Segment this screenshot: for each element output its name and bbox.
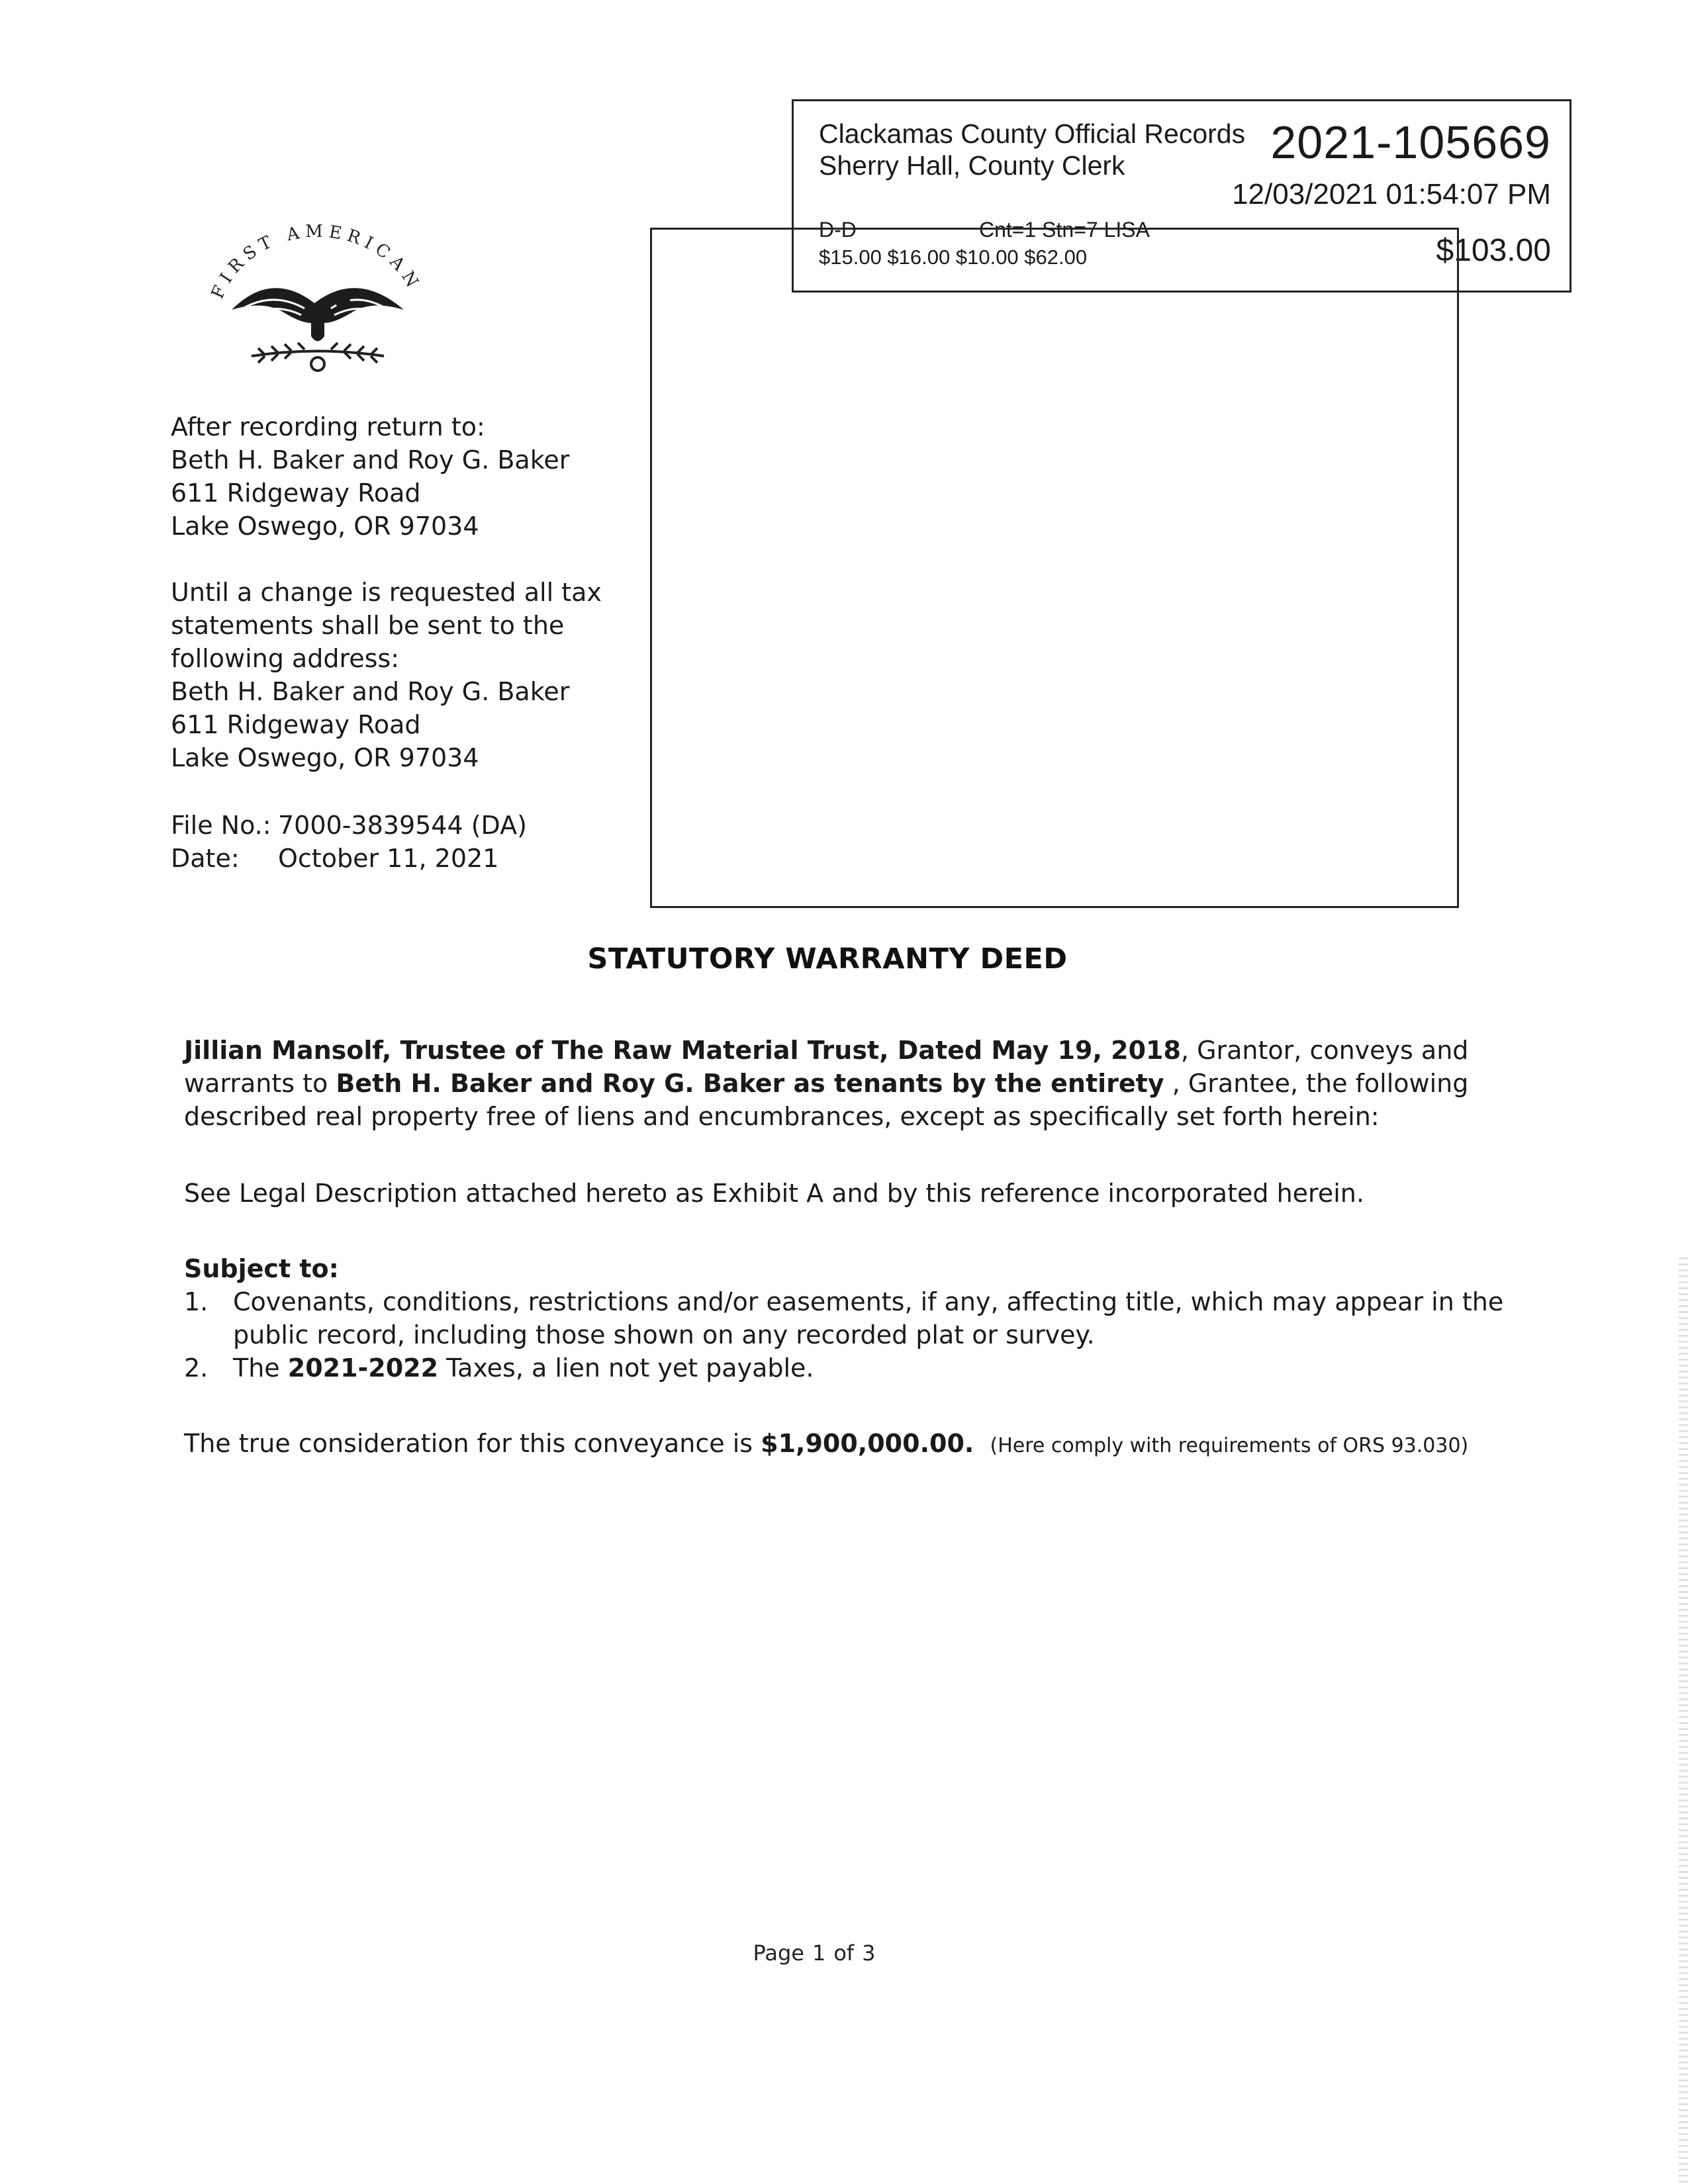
- first-american-logo: [192, 224, 444, 383]
- ors-note: (Here comply with requirements of ORS 93.030): [990, 1434, 1469, 1457]
- of-word: of: [833, 1940, 855, 1966]
- stamp-clerk: Sherry Hall, County Clerk: [819, 150, 1125, 181]
- tax-statements-street: 611 Ridgeway Road: [171, 710, 421, 739]
- subject-item-2-pre: The: [233, 1353, 288, 1383]
- grant-paragraph: [184, 1034, 1508, 1133]
- grant-text-line3: described real property free of liens and encumbrances, except as specifically set forth herein:: [184, 1102, 1380, 1131]
- page-word: Page: [753, 1940, 804, 1966]
- tax-statements-block: [171, 576, 602, 774]
- tax-statements-line1: Until a change is requested all tax: [171, 578, 602, 607]
- stamp-counts: Cnt=1 Stn=7 LISA: [979, 218, 1150, 242]
- tax-statements-line3: following address:: [171, 644, 400, 673]
- document-type: D-D: [819, 218, 857, 242]
- date-row: [171, 842, 527, 875]
- subject-item-1-text: Covenants, conditions, restrictions and/or easements, if any, affecting title, which may appear in the: [233, 1287, 1504, 1316]
- subject-item-2-post: Taxes, a lien not yet payable.: [438, 1353, 814, 1383]
- subject-item-1-number: 1.: [184, 1287, 209, 1316]
- legal-description-reference: See Legal Description attached hereto as Exhibit A and by this reference incorporated herein.: [184, 1179, 1364, 1208]
- stamp-office: Clackamas County Official Records: [819, 118, 1246, 149]
- file-info-block: [171, 809, 527, 875]
- scan-edge-artifact: [1679, 1257, 1688, 2184]
- subject-item-2-number: 2.: [184, 1353, 209, 1383]
- consideration-amount: $1,900,000.00.: [761, 1429, 974, 1458]
- return-to-name: Beth H. Baker and Roy G. Baker: [171, 445, 570, 475]
- stamp-total: $103.00: [1436, 233, 1551, 268]
- grant-text-3: , Grantee, the following: [1164, 1069, 1469, 1098]
- grantee-name: Beth H. Baker and Roy G. Baker as tenants by the entirety: [336, 1069, 1164, 1098]
- page-footer: [0, 1940, 1628, 1966]
- grantor-name: Jillian Mansolf, Trustee of The Raw Material Trust, Dated May 19, 2018: [184, 1036, 1181, 1065]
- recording-area-box: [650, 228, 1459, 908]
- subject-item-2: [184, 1351, 814, 1385]
- recording-datetime: 12/03/2021 01:54:07 PM: [1232, 178, 1551, 210]
- date-label: Date:: [171, 844, 240, 873]
- return-to-block: [171, 410, 569, 543]
- subject-to-heading-wrap: [184, 1252, 1508, 1285]
- tax-statements-line2: statements shall be sent to the: [171, 611, 565, 640]
- page-number: 1: [812, 1940, 826, 1966]
- file-number-value: 7000-3839544 (DA): [278, 811, 527, 840]
- tax-statements-city: Lake Oswego, OR 97034: [171, 743, 479, 772]
- tax-statements-name: Beth H. Baker and Roy G. Baker: [171, 677, 570, 706]
- grant-text-1: , Grantor, conveys and: [1180, 1036, 1469, 1065]
- return-to-city: Lake Oswego, OR 97034: [171, 512, 479, 541]
- eagle-icon: [192, 224, 444, 383]
- page-total: 3: [862, 1940, 876, 1966]
- subject-item-1-continued: public record, including those shown on any recorded plat or survey.: [233, 1320, 1095, 1349]
- return-to-street: 611 Ridgeway Road: [171, 478, 421, 508]
- return-to-heading: After recording return to:: [171, 412, 485, 441]
- logo-text: FIRST AMERICAN: [207, 224, 425, 302]
- grant-text-2: warrants to: [184, 1069, 336, 1098]
- consideration-text: The true consideration for this conveyance is: [184, 1429, 761, 1458]
- consideration-paragraph: [184, 1427, 1508, 1463]
- subject-to-heading: Subject to:: [184, 1254, 339, 1283]
- file-number-label: File No.:: [171, 811, 271, 840]
- file-number-row: [171, 809, 527, 842]
- tax-years: 2021-2022: [287, 1353, 439, 1383]
- deed-title: STATUTORY WARRANTY DEED: [587, 942, 1068, 976]
- stamp-fees: $15.00 $16.00 $10.00 $62.00: [819, 246, 1088, 269]
- document-number: 2021-105669: [1270, 116, 1551, 168]
- date-value: October 11, 2021: [278, 844, 499, 873]
- recording-area-top-edge: [650, 228, 793, 230]
- subject-item-1: [184, 1285, 1503, 1318]
